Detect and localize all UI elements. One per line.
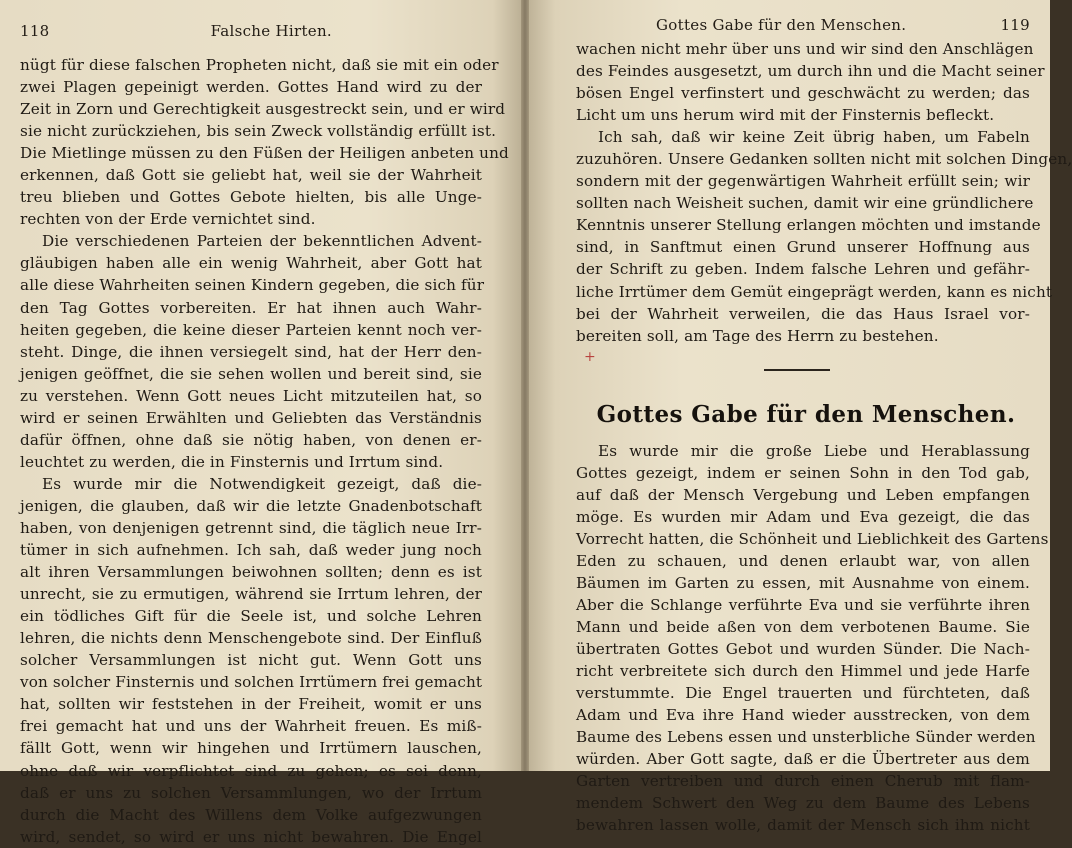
text-line: jenigen, die glauben, daß wir die letzte Gnadenbotschaft — [20, 496, 482, 515]
running-title: Falsche Hirten. — [210, 22, 332, 40]
right-running-head — [576, 16, 1030, 34]
page-number: 119 — [1000, 16, 1030, 34]
text-line: Eden zu schauen, und denen erlaubt war, von allen — [576, 551, 1030, 570]
text-line: tümer in sich aufnehmen. Ich sah, daß weder jung noch — [20, 541, 482, 560]
text-line: Die Mietlinge müssen zu den Füßen der Heiligen anbeten und — [20, 144, 509, 163]
right-body-text-bottom — [576, 440, 1049, 837]
section-divider — [576, 347, 1030, 391]
text-line: haben, von denjenigen getrennt sind, die täglich neue Irr- — [20, 518, 482, 537]
text-line: erkennen, daß Gott sie geliebt hat, weil sie der Wahrheit — [20, 166, 482, 185]
text-line: der Schrift zu geben. Indem falsche Lehren und gefähr- — [576, 260, 1030, 279]
text-line: dafür öffnen, ohne daß sie nötig haben, von denen er- — [20, 430, 482, 449]
divider-rule — [764, 369, 830, 371]
running-title: Gottes Gabe für den Menschen. — [656, 16, 907, 34]
text-line: steht. Dinge, die ihnen versiegelt sind, hat der Herr den- — [20, 342, 482, 361]
text-line: hat, sollten wir feststehen in der Freiheit, womit er uns — [20, 695, 482, 714]
text-line: heiten gegeben, die keine dieser Parteien kennt noch ver- — [20, 320, 482, 339]
text-line: sollten nach Weisheit suchen, damit wir eine gründlichere — [576, 194, 1034, 213]
text-line: unrecht, sie zu ermutigen, während sie Irrtum lehren, der — [20, 585, 482, 604]
text-line: Licht um uns herum wird mit der Finsternis befleckt. — [576, 106, 995, 125]
text-line: bewahren lassen wolle, damit der Mensch sich ihm nicht — [576, 816, 1030, 835]
text-line: liche Irrtümer dem Gemüt eingeprägt werden, kann es nicht — [576, 282, 1053, 301]
text-line: Gottes gezeigt, indem er seinen Sohn in den Tod gab, — [576, 463, 1030, 482]
text-line: verstummte. Die Engel trauerten und fürchteten, daß — [576, 684, 1030, 703]
text-line: des Feindes ausgesetzt, um durch ihn und die Macht seiner — [576, 62, 1045, 81]
text-line: rechten von der Erde vernichtet sind. — [20, 210, 316, 229]
text-line: sind, in Sanftmut einen Grund unserer Hoffnung aus — [576, 238, 1030, 257]
page-number: 118 — [20, 22, 50, 40]
book-gutter — [521, 0, 529, 771]
text-line: Garten vertreiben und durch einen Cherub mit flam- — [576, 772, 1030, 791]
text-line: leuchtet zu werden, die in Finsternis und Irrtum sind. — [20, 452, 444, 471]
left-page — [0, 0, 524, 846]
text-line: solcher Versammlungen ist nicht gut. Wenn Gott uns — [20, 651, 482, 670]
left-body-text — [20, 54, 509, 848]
text-line: Mann und beide aßen von dem verbotenen Baume. Sie — [576, 618, 1030, 637]
text-line: Es wurde mir die große Liebe und Herablassung — [598, 441, 1030, 460]
text-line: treu blieben und Gottes Gebote hielten, bis alle Unge- — [20, 188, 482, 207]
text-line: Aber die Schlange verführte Eva und sie verführte ihren — [576, 595, 1030, 614]
text-line: möge. Es wurden mir Adam und Eva gezeigt, die das — [576, 507, 1030, 526]
section-heading: Gottes Gabe für den Menschen. — [596, 400, 1016, 428]
text-line: wird, sendet, so wird er uns nicht bewahren. Die Engel — [20, 827, 482, 846]
text-line: würden. Aber Gott sagte, daß er die Übertreter aus dem — [576, 750, 1030, 769]
text-line: ohne daß wir verpflichtet sind zu gehen; es sei denn, — [20, 761, 482, 780]
text-line: sondern mit der gegenwärtigen Wahrheit erfüllt sein; wir — [576, 172, 1030, 191]
text-line: sie nicht zurückziehen, bis sein Zweck vollständig erfüllt ist. — [20, 122, 497, 141]
text-line: Adam und Eva ihre Hand wieder ausstrecken, von dem — [576, 706, 1030, 725]
text-line: alle diese Wahrheiten seinen Kindern gegeben, die sich für — [20, 276, 485, 295]
text-line: Es wurde mir die Notwendigkeit gezeigt, daß die- — [42, 474, 482, 493]
text-line: ein tödliches Gift für die Seele ist, und solche Lehren — [20, 607, 482, 626]
text-line: wird er seinen Erwählten und Geliebten das Verständnis — [20, 408, 482, 427]
text-line: Kenntnis unserer Stellung erlangen möchten und imstande — [576, 216, 1041, 235]
right-body-text-top — [576, 38, 1072, 347]
text-line: zu verstehen. Wenn Gott neues Licht mitzuteilen hat, so — [20, 386, 482, 405]
text-line: nügt für diese falschen Propheten nicht, daß sie mit ein oder — [20, 56, 499, 74]
text-line: den Tag Gottes vorbereiten. Er hat ihnen auch Wahr- — [20, 298, 482, 317]
text-line: durch die Macht des Willens dem Volke aufgezwungen — [20, 805, 482, 824]
text-line: wachen nicht mehr über uns und wir sind den Anschlägen — [576, 40, 1034, 58]
pencil-mark: + — [584, 348, 596, 365]
right-page — [524, 0, 1072, 835]
text-line: daß er uns zu solchen Versammlungen, wo der Irrtum — [20, 783, 482, 802]
text-line: auf daß der Mensch Vergebung und Leben empfangen — [576, 485, 1030, 504]
text-line: Baume des Lebens essen und unsterbliche Sünder werden — [576, 728, 1036, 747]
text-line: mendem Schwert den Weg zu dem Baume des Lebens — [576, 794, 1030, 813]
text-line: alt ihren Versammlungen beiwohnen sollten; denn es ist — [20, 563, 482, 582]
text-line: von solcher Finsternis und solchen Irrtümern frei gemacht — [20, 673, 483, 692]
text-line: übertraten Gottes Gebot und wurden Sünder. Die Nach- — [576, 640, 1030, 659]
text-line: zwei Plagen gepeinigt werden. Gottes Hand wird zu der — [20, 78, 482, 97]
text-line: Zeit in Zorn und Gerechtigkeit ausgestreckt sein, und er wird — [20, 100, 506, 119]
text-line: zuzuhören. Unsere Gedanken sollten nicht mit solchen Dingen, — [576, 150, 1072, 169]
text-line: Ich sah, daß wir keine Zeit übrig haben, um Fabeln — [598, 128, 1030, 147]
text-line: Vorrecht hatten, die Schönheit und Lieblichkeit des Gartens — [576, 529, 1049, 548]
text-line: Bäumen im Garten zu essen, mit Ausnahme von einem. — [576, 573, 1030, 592]
text-line: bereiten soll, am Tage des Herrn zu bestehen. — [576, 326, 939, 345]
text-line: frei gemacht hat und uns der Wahrheit freuen. Es miß- — [20, 717, 482, 736]
text-line: bei der Wahrheit verweilen, die das Haus Israel vor- — [576, 304, 1030, 323]
text-line: Die verschiedenen Parteien der bekenntlichen Advent- — [42, 232, 482, 251]
text-line: lehren, die nichts denn Menschengebote sind. Der Einfluß — [20, 629, 482, 648]
text-line: gläubigen haben alle ein wenig Wahrheit, aber Gott hat — [20, 254, 482, 273]
text-line: richt verbreitete sich durch den Himmel und jede Harfe — [576, 662, 1030, 681]
text-line: bösen Engel verfinstert und geschwächt zu werden; das — [576, 84, 1030, 103]
left-running-head — [20, 22, 482, 40]
text-line: jenigen geöffnet, die sie sehen wollen und bereit sind, sie — [20, 364, 482, 383]
text-line: fällt Gott, wenn wir hingehen und Irrtümern lauschen, — [20, 739, 482, 758]
